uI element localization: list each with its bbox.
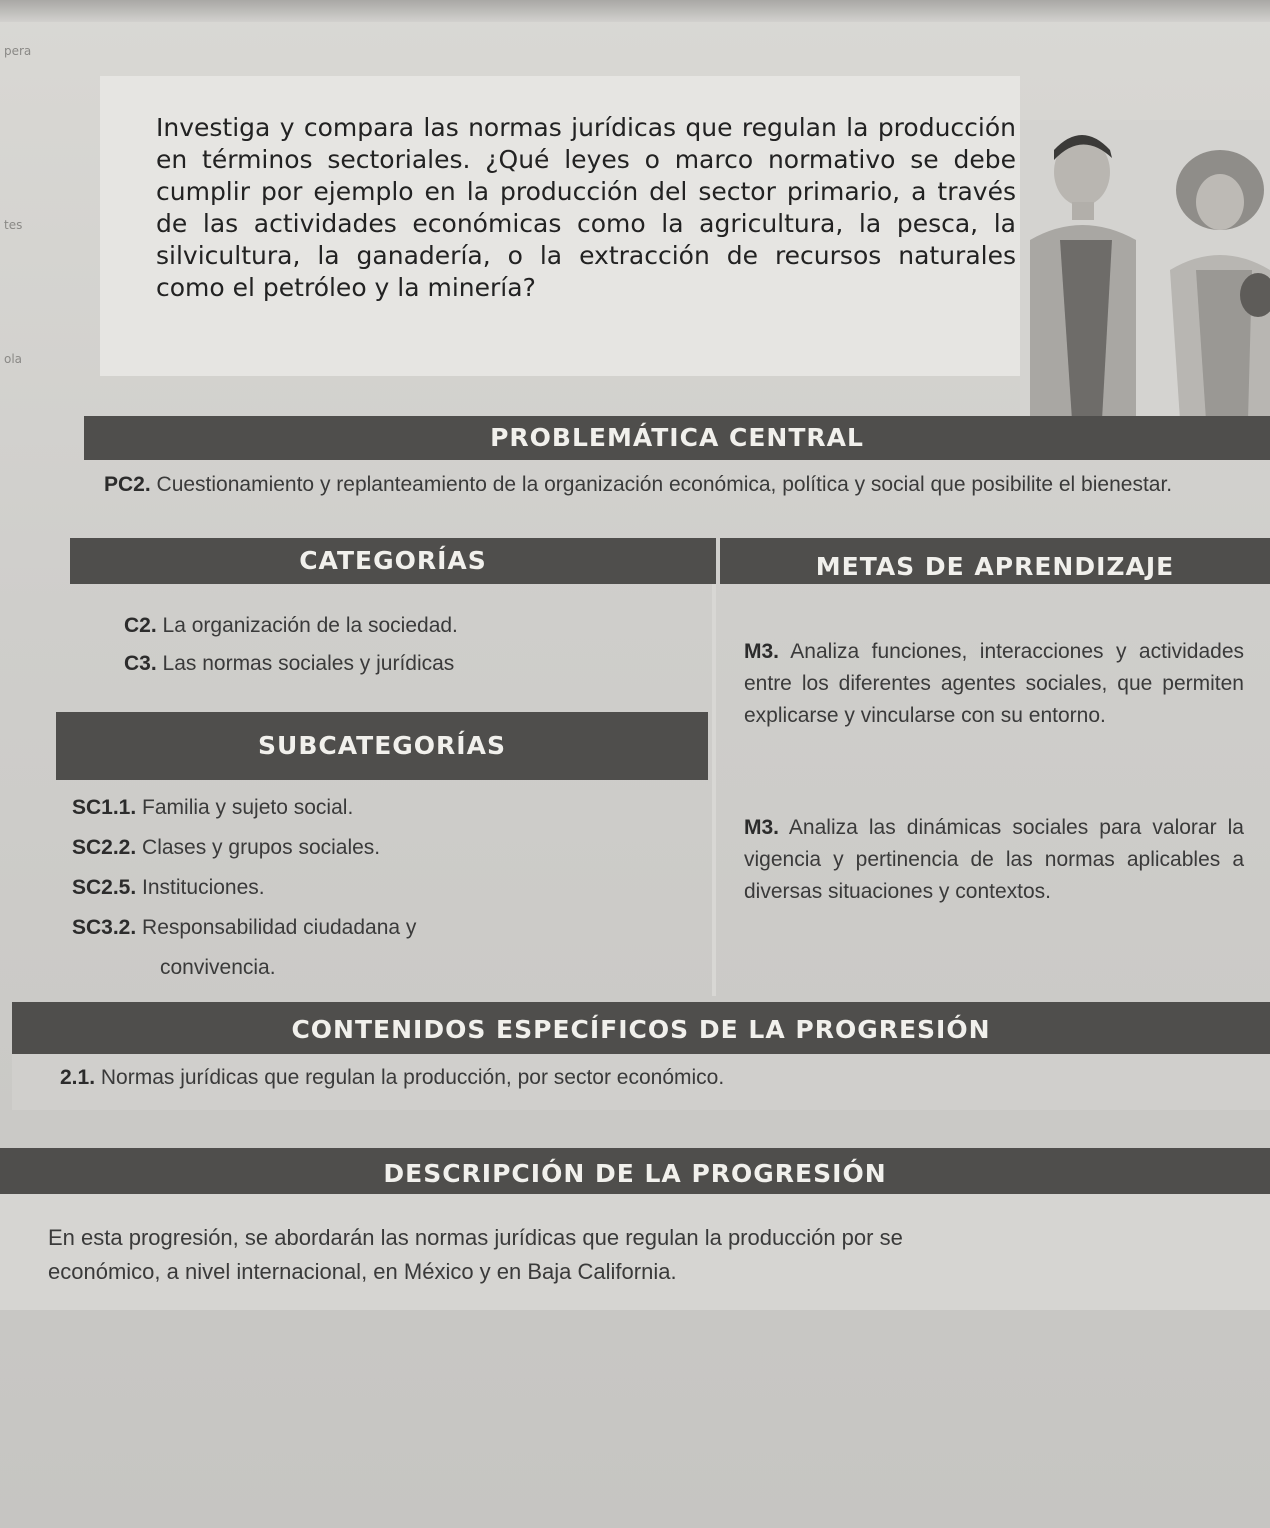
- subcategorias-heading: SUBCATEGORÍAS: [258, 731, 506, 760]
- problematica-code: PC2.: [104, 473, 151, 496]
- margin-note-1: pera: [4, 44, 32, 58]
- page-top-shadow: [0, 0, 1270, 22]
- categoria-item-1: [124, 610, 458, 642]
- meta-item-2: [744, 812, 1244, 908]
- categoria-code-2: C3.: [124, 652, 157, 675]
- subcategoria-code-2: SC2.2.: [72, 836, 137, 859]
- categorias-heading: CATEGORÍAS: [299, 546, 487, 575]
- categoria-text-1: La organización de la sociedad.: [156, 614, 458, 637]
- contenidos-code: 2.1.: [60, 1066, 96, 1089]
- meta-item-1: [744, 636, 1244, 732]
- problematica-heading: PROBLEMÁTICA CENTRAL: [490, 423, 864, 452]
- meta-text-1: Analiza funciones, interacciones y actividades entre los diferentes agentes sociales, que permiten explicarse y vincularse con su entorno.: [744, 640, 1244, 727]
- subcategoria-item-4: [72, 912, 416, 944]
- descripcion-line-1: En esta progresión, se abordarán las normas jurídicas que regulan la producción por se: [48, 1225, 903, 1250]
- subcategoria-text-3: Instituciones.: [136, 876, 265, 899]
- subcategoria-code-3: SC2.5.: [72, 876, 137, 899]
- categorias-heading-bar: [70, 538, 716, 584]
- metas-heading-bar: [720, 538, 1270, 584]
- subcategoria-item-3: [72, 872, 265, 904]
- contenidos-item: [60, 1062, 724, 1094]
- intro-question: Investiga y compara las normas jurídicas que regulan la producción en términos sectoriales. ¿Qué leyes o marco normativo se debe cumplir por ejemplo en la producción del sector primario, a través de las actividades económicas como la agricultura, la pesca, la silvicultura, la ganadería, o la extracción de recursos naturales como el petróleo y la minería?: [156, 113, 1016, 302]
- problematica-body: Cuestionamiento y replanteamiento de la organización económica, política y social que posibilite el bienestar.: [150, 473, 1173, 496]
- subcategoria-item-4-cont: convivencia.: [160, 956, 276, 979]
- meta-code-2: M3.: [744, 816, 780, 839]
- descripcion-heading-bar: [0, 1148, 1270, 1194]
- subcategoria-code-4: SC3.2.: [72, 916, 137, 939]
- metas-heading: METAS DE APRENDIZAJE: [815, 552, 1175, 581]
- subcategoria-code-1: SC1.1.: [72, 796, 137, 819]
- contenidos-text: Normas jurídicas que regulan la producción, por sector económico.: [95, 1066, 725, 1089]
- table-column-divider: [712, 584, 716, 996]
- problematica-heading-bar: [84, 416, 1270, 460]
- students-illustration: [1020, 120, 1270, 420]
- meta-code-1: M3.: [744, 640, 780, 663]
- categoria-code-1: C2.: [124, 614, 157, 637]
- problematica-text: [104, 470, 1254, 500]
- margin-note-2: tes: [4, 218, 23, 232]
- subcategoria-item-2: [72, 832, 380, 864]
- subcategoria-text-1: Familia y sujeto social.: [136, 796, 354, 819]
- meta-text-2: Analiza las dinámicas sociales para valorar la vigencia y pertinencia de las normas aplicables a diversas situaciones y contextos.: [744, 816, 1244, 903]
- categoria-text-2: Las normas sociales y jurídicas: [156, 652, 455, 675]
- subcategorias-heading-bar: [56, 712, 708, 780]
- subcategoria-text-2: Clases y grupos sociales.: [136, 836, 381, 859]
- descripcion-line-2: económico, a nivel internacional, en México y en Baja California.: [48, 1259, 677, 1284]
- contenidos-heading: CONTENIDOS ESPECÍFICOS DE LA PROGRESIÓN: [291, 1015, 991, 1044]
- subcategoria-item-1: [72, 792, 353, 824]
- subcategoria-text-4: Responsabilidad ciudadana y: [136, 916, 417, 939]
- contenidos-heading-bar: [12, 1002, 1270, 1054]
- categoria-item-2: [124, 648, 454, 680]
- descripcion-heading: DESCRIPCIÓN DE LA PROGRESIÓN: [383, 1159, 887, 1188]
- margin-note-3: ola: [4, 352, 23, 366]
